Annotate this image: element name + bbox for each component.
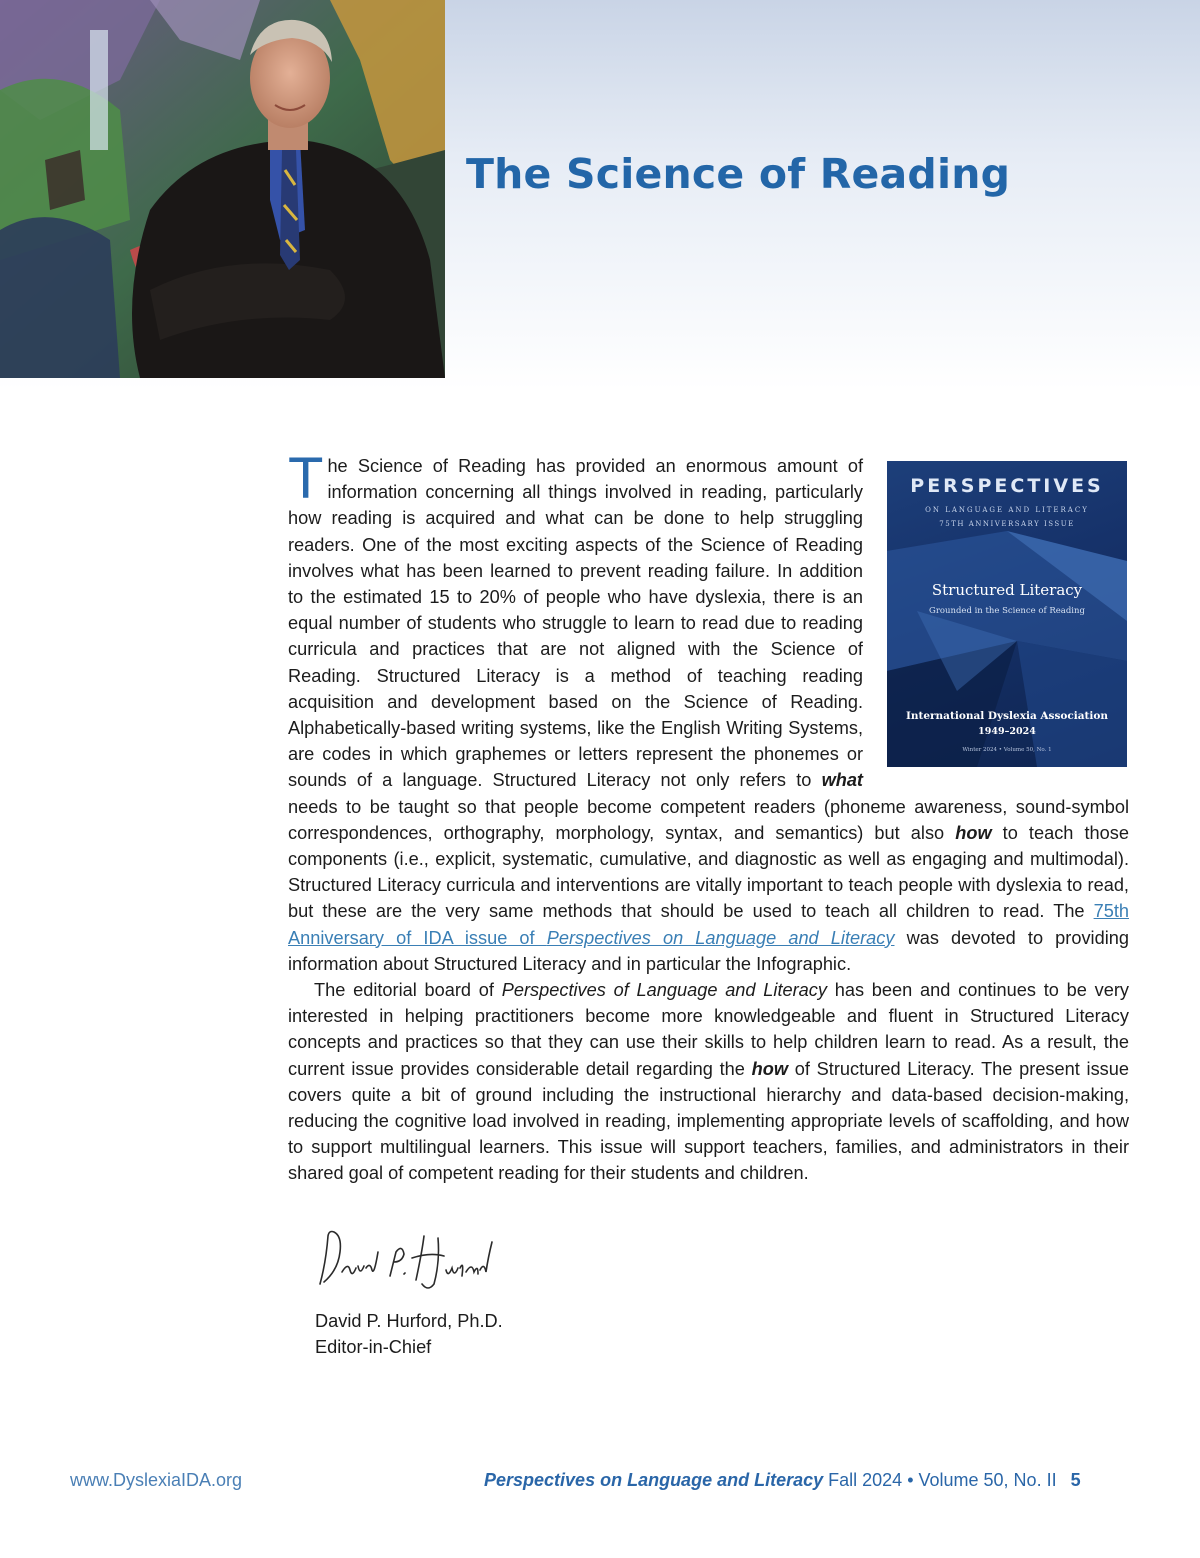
footer-issue: Fall 2024 • Volume 50, No. II <box>828 1470 1057 1490</box>
handwritten-signature <box>312 1222 497 1297</box>
cover-years: 1949–2024 <box>978 726 1036 737</box>
cover-anniversary: 75TH ANNIVERSARY ISSUE <box>939 520 1075 528</box>
cover-organization: International Dyslexia Association <box>905 710 1109 722</box>
signature-name: David P. Hurford, Ph.D. <box>315 1311 503 1331</box>
paragraph-1: The Science of Reading has provided an enormous amount of information concerning all things involved in reading, particularly how reading is acquired and what can be done to help struggling readers. One of the most exciting aspects of the Science of Reading involves what has been learned to prevent reading failure. In addition to the estimated 15 to 20% of people who have dyslexia, there is an equal number of students who struggle to learn to read due to reading curricula and practices that are not aligned with the Science of Reading. Structured Literacy is a method of teaching reading acquisition and development based on the Science of Reading. Alphabetically-based writing systems, like the English Writing Systems, are codes in which graphemes or letters represent the phonemes or sounds of a language. Structured Literacy not only refers to what needs to be taught so that people become competent readers (phoneme awareness, sound-symbol correspondences, orthography, morphology, syntax, and semantics) but also how to teach those components (i.e., explicit, systematic, cumulative, and diagnostic as well as engaging and multimodal). Structured Literacy curricula and interventions are vitally important to teach people with dyslexia to read, but these are the very same methods that should be used to teach all children to read. The 75th Anniversary of IDA issue of Perspectives on Language and Literacy was devoted to providing information about Structured Literacy and in particular the Infographic. <box>288 446 1129 974</box>
page-title: The Science of Reading <box>466 150 1011 198</box>
cover-title: PERSPECTIVES <box>910 475 1104 497</box>
cover-main-title: Structured Literacy <box>931 581 1083 599</box>
emphasis-what: what <box>821 770 863 791</box>
footer-publication-name: Perspectives on Language and Literacy <box>484 1470 824 1490</box>
emphasis-how: how <box>955 822 992 843</box>
emphasis-how-2: how <box>751 1058 789 1079</box>
signature-title: Editor-in-Chief <box>315 1337 432 1357</box>
footer-publication-info <box>484 1470 1081 1491</box>
anniversary-issue-link[interactable]: 75th Anniversary of IDA issue of Perspectives on Language and Literacy <box>288 901 1129 948</box>
journal-cover-image <box>887 461 1127 767</box>
page-number: 5 <box>1070 1470 1081 1490</box>
drop-cap: T <box>288 446 324 511</box>
cover-issue: Winter 2024 • Volume 50, No. 1 <box>962 747 1052 753</box>
paragraph-2: The editorial board of Perspectives of Language and Literacy has been and continues to be very interested in helping practitioners become more knowledgeable and fluent in Structured Literacy concepts and practices so that they can use their skills to help children learn to read. As a result, the current issue provides considerable detail regarding the how of Structured Literacy. The present issue covers quite a bit of ground including the instructional hierarchy and data-based decision-making, reducing the cognitive load involved in reading, implementing appropriate levels of scaffolding, and how to support multilingual learners. This issue will support teachers, families, and administrators in their shared goal of competent reading for their students and children. <box>288 980 1129 1184</box>
cover-subtitle: ON LANGUAGE AND LITERACY <box>925 506 1089 514</box>
footer-website-link[interactable]: www.DyslexiaIDA.org <box>70 1470 243 1490</box>
article-body <box>288 446 1129 1187</box>
cover-main-subtitle: Grounded in the Science of Reading <box>929 606 1085 616</box>
editor-photo <box>0 0 445 378</box>
journal-name-italic: Perspectives of Language and Literacy <box>501 980 827 1001</box>
